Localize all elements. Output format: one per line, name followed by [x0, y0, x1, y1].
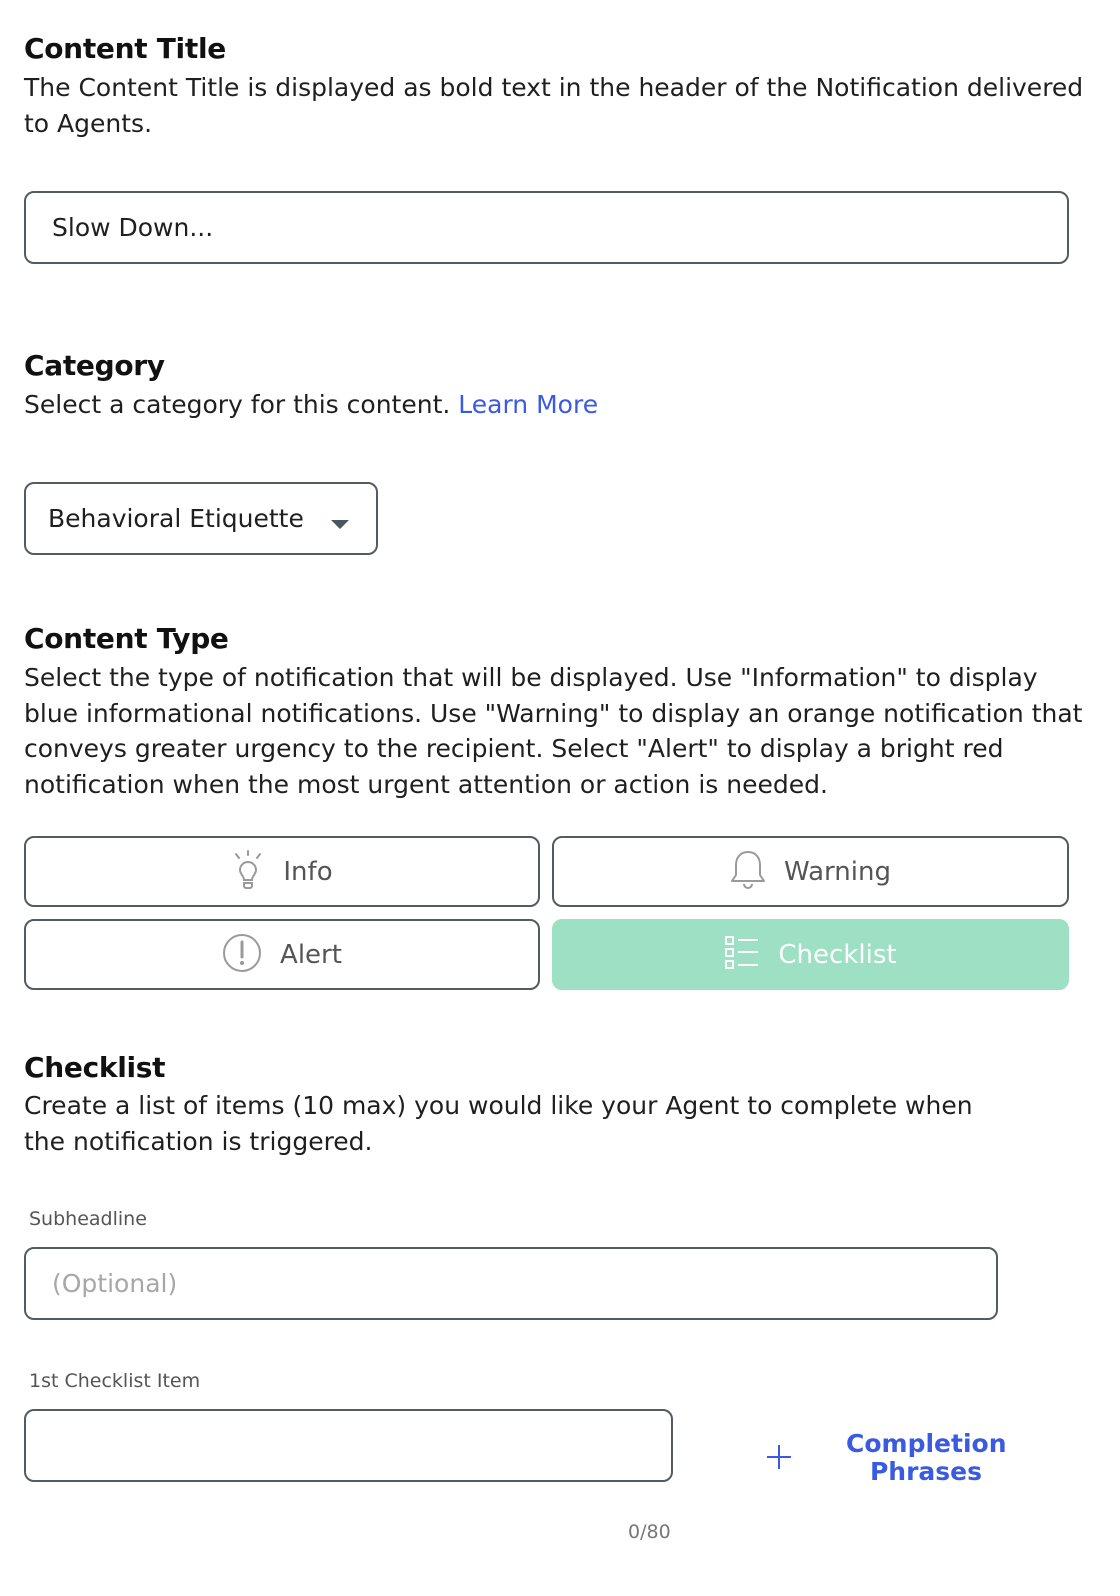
bell-icon	[730, 850, 766, 894]
checklist-icon	[724, 935, 760, 975]
category-heading: Category	[24, 349, 165, 382]
content-type-description: Select the type of notification that will be displayed. Use "Information" to display blue informational notifications. Use "Warning" to display an orange notification that conveys greater urgency to the recipient. Select "Alert" to display a bright red notification when the most urgent attention or action is needed.	[24, 663, 1083, 799]
category-select[interactable]	[24, 482, 378, 555]
category-description: Select a category for this content.	[24, 390, 451, 419]
subheadline-label: Subheadline	[29, 1208, 147, 1230]
subheadline-placeholder: (Optional)	[52, 1269, 178, 1298]
completion-phrases-line2: Phrases	[869, 1457, 983, 1486]
warning-label: Warning	[784, 856, 891, 887]
content-type-heading: Content Type	[24, 622, 229, 655]
content-type-alert-button[interactable]	[24, 919, 540, 990]
content-type-info-button[interactable]	[24, 836, 540, 907]
content-title-description: The Content Title is displayed as bold text in the header of the Notification delivered to Agents.	[24, 73, 1084, 138]
checklist-item-1-label: 1st Checklist Item	[29, 1370, 201, 1392]
exclamation-circle-icon	[222, 933, 262, 977]
plus-icon[interactable]	[766, 1444, 792, 1474]
checklist-heading: Checklist	[24, 1051, 166, 1084]
checklist-item-1-input[interactable]	[24, 1409, 673, 1482]
completion-phrases-button[interactable]	[846, 1430, 1006, 1486]
content-type-warning-button[interactable]	[552, 836, 1069, 907]
completion-phrases-line1: Completion	[846, 1429, 1007, 1458]
caret-down-icon	[330, 516, 350, 535]
info-label: Info	[283, 856, 333, 887]
lightbulb-icon	[231, 850, 265, 894]
checklist-description: Create a list of items (10 max) you would like your Agent to complete when the notification is triggered.	[24, 1091, 973, 1156]
content-type-checklist-button[interactable]	[552, 919, 1069, 990]
content-title-heading: Content Title	[24, 32, 226, 65]
content-title-input[interactable]	[24, 191, 1069, 264]
category-selected-value: Behavioral Etiquette	[48, 504, 304, 533]
content-title-value: Slow Down...	[52, 213, 214, 242]
subheadline-input[interactable]	[24, 1247, 998, 1320]
category-description-line	[24, 387, 598, 423]
checklist-label: Checklist	[778, 939, 897, 970]
alert-label: Alert	[280, 939, 342, 970]
char-count: 0/80	[628, 1521, 671, 1543]
learn-more-link[interactable]: Learn More	[458, 390, 599, 419]
